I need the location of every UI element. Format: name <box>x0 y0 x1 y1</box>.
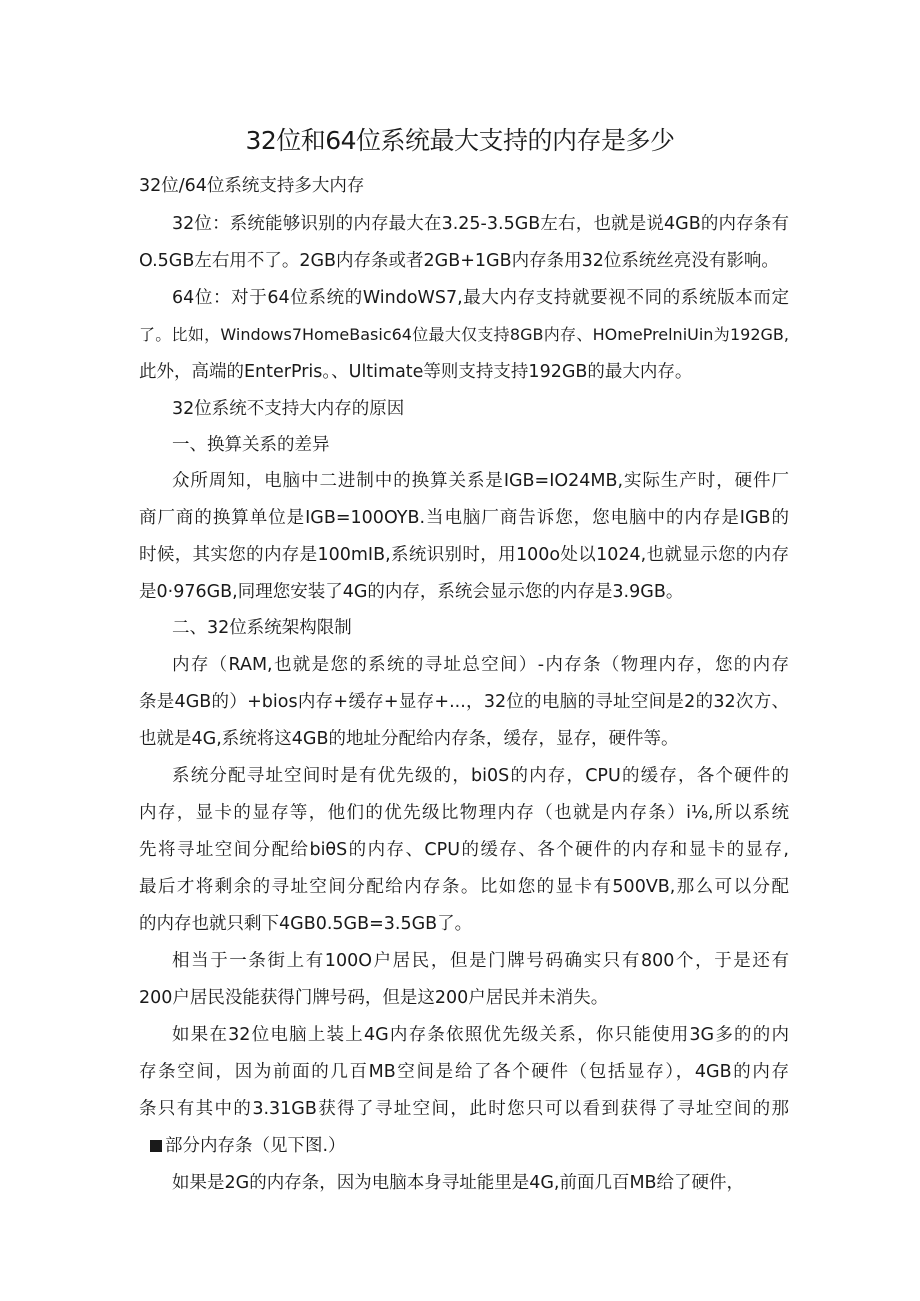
paragraph-line: 条是4GB的）+bios内存+缓存+显存+...，32位的电脑的寻址空间是2的32次方、 <box>139 692 789 712</box>
square-bullet-icon <box>150 1140 162 1152</box>
paragraph-line: 先将寻址空间分配给biθS的内存、CPU的缓存、各个硬件的内存和显卡的显存, <box>139 840 789 860</box>
section-heading-reasons: 32位系统不支持大内存的原因 <box>172 399 405 419</box>
figure-reference-text: 部分内存条（见下图.） <box>165 1136 346 1156</box>
paragraph-line: 最后才将剩余的寻址空间分配给内存条。比如您的显卡有500VB,那么可以分配 <box>139 877 789 897</box>
paragraph-line: 是0·976GB,同理您安装了4G的内存，系统会显示您的内存是3.9GB。 <box>139 582 684 602</box>
paragraph-line: 时候，其实您的内存是100mIB,系统识别时，用100o处以1024,也就显示您的内存 <box>139 545 789 565</box>
paragraph-line: 内存，显卡的显存等，他们的优先级比物理内存（也就是内存条）i⅛,所以系统 <box>139 803 789 823</box>
subheading-architecture-limit: 二、32位系统架构限制 <box>172 618 352 638</box>
paragraph-line: 系统分配寻址空间时是有优先级的，bi0S的内存，CPU的缓存，各个硬件的 <box>172 766 789 786</box>
paragraph-line: 了。比如，Windows7HomeBasic64位最大仅支持8GB内存、HOmePrelniUin为192GB, <box>139 325 789 344</box>
document-title: 32位和64位系统最大支持的内存是多少 <box>245 126 675 155</box>
paragraph-line: 32位：系统能够识别的内存最大在3.25-3.5GB左右，也就是说4GB的内存条有 <box>172 214 789 234</box>
paragraph-line: 200户居民没能获得门牌号码，但是这200户居民并未消失。 <box>139 988 609 1008</box>
paragraph-line: 此外，高端的EnterPris。、Ultimate等则支持支持192GB的最大内存。 <box>139 362 693 382</box>
paragraph-line: 内存（RAM,也就是您的系统的寻址总空间）-内存条（物理内存，您的内存 <box>172 655 789 675</box>
paragraph-line: 众所周知，电脑中二进制中的换算关系是IGB=IO24MB,实际生产时，硬件厂 <box>172 471 789 491</box>
section-heading-memory-support: 32位/64位系统支持多大内存 <box>139 176 365 196</box>
paragraph-line: 存条空间，因为前面的几百MB空间是给了各个硬件（包括显存），4GB的内存 <box>139 1062 789 1082</box>
paragraph-line: 如果在32位电脑上装上4G内存条依照优先级关系，你只能使用3G多的的内 <box>172 1025 789 1045</box>
paragraph-line: 商厂商的换算单位是IGB=100OYB.当电脑厂商告诉您，您电脑中的内存是IGB的 <box>139 508 789 528</box>
paragraph-line: 相当于一条街上有100O户居民，但是门牌号码确实只有800个，于是还有 <box>172 951 789 971</box>
paragraph-line: 64位：对于64位系统的WindoWS7,最大内存支持就要视不同的系统版本而定 <box>172 288 789 308</box>
figure-reference-line <box>150 1133 789 1159</box>
paragraph-line: 条只有其中的3.31GB获得了寻址空间，此时您只可以看到获得了寻址空间的那 <box>139 1099 789 1119</box>
subheading-conversion-difference: 一、换算关系的差异 <box>172 435 330 455</box>
paragraph-line: O.5GB左右用不了。2GB内存条或者2GB+1GB内存条用32位系统丝亮没有影响。 <box>139 251 779 271</box>
paragraph-line: 也就是4G,系统将这4GB的地址分配给内存条，缓存，显存，硬件等。 <box>139 729 679 749</box>
paragraph-line: 的内存也就只剩下4GB0.5GB=3.5GB了。 <box>139 914 473 934</box>
paragraph-line: 如果是2G的内存条，因为电脑本身寻址能里是4G,前面几百MB给了硬件， <box>172 1173 745 1193</box>
